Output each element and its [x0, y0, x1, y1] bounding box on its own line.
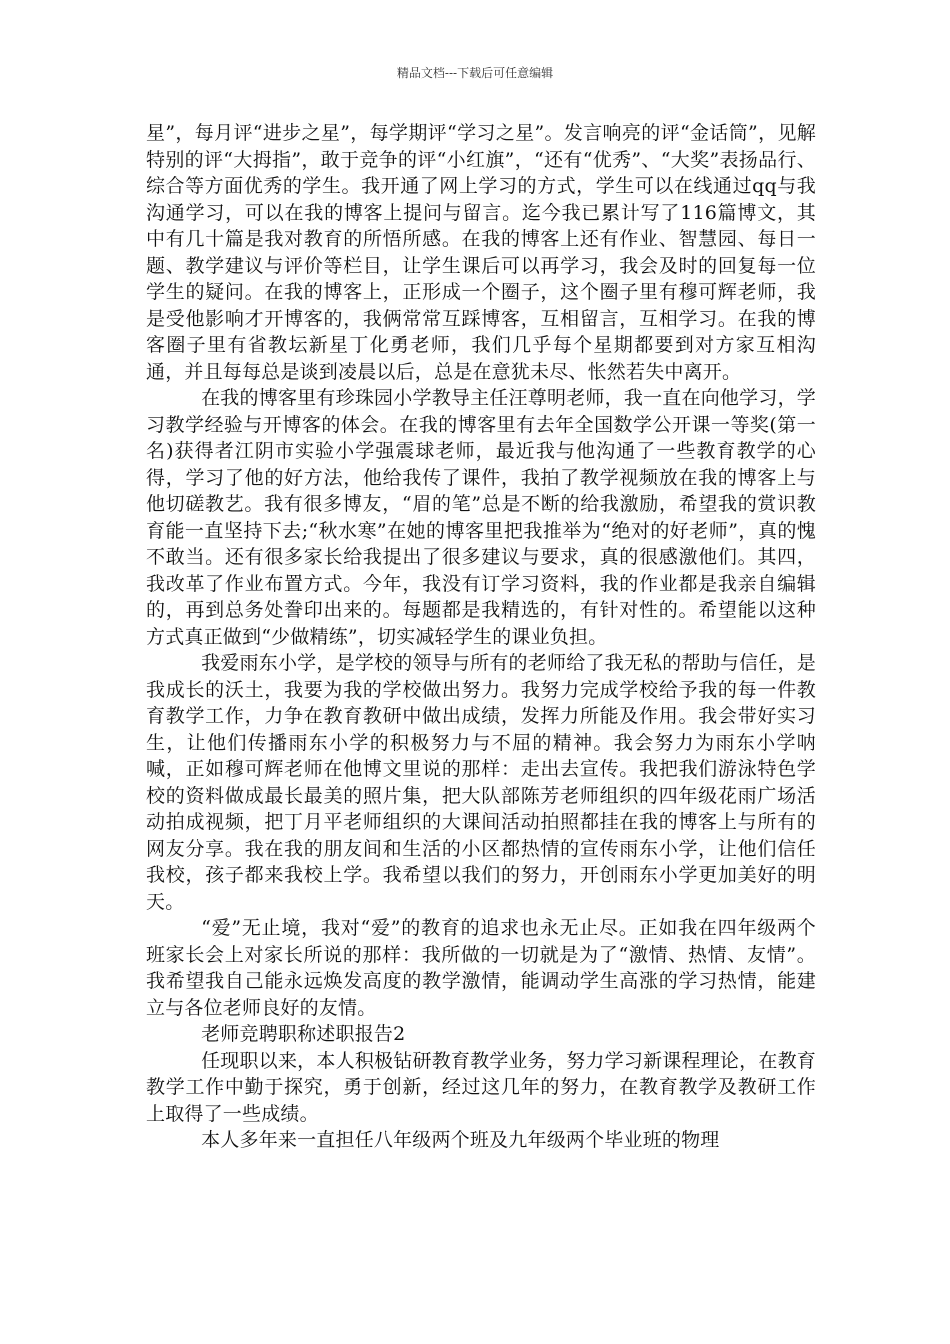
paragraph-love: “爱”无止境，我对“爱”的教育的追求也永无止尽。正如我在四年级两个班家长会上对家长所说的那样：我所做的一切就是为了“激情、热情、友情”。我希望我自己能永远焕发高度的教学激情，能调动学生高涨的学习热情，能建立与各位老师良好的友情。 [146, 917, 816, 1019]
paragraph-school: 我爱雨东小学，是学校的领导与所有的老师给了我无私的帮助与信任，是我成长的沃土，我要为我的学校做出努力。我努力完成学校给予我的每一件教育教学工作，力争在教育教研中做出成绩，发挥力所能及作用。我会带好实习生，让他们传播雨东小学的积极努力与不屈的精神。我会努力为雨东小学呐喊，正如穆可辉老师在他博文里说的那样：走出去宣传。我把我们游泳特色学校的资料做成最长最美的照片集，把大队部陈芳老师组织的四年级花雨广场活动拍成视频，把丁月平老师组织的大课间活动拍照都挂在我的博客上与所有的网友分享。我在我的朋友间和生活的小区都热情的宣传雨东小学，让他们信任我校，孩子都来我校上学。我希望以我们的努力，开创雨东小学更加美好的明天。 [146, 652, 816, 913]
document-body [146, 120, 816, 1154]
page-header: 精品文档---下载后可任意编辑 [396, 66, 554, 80]
paragraph-blog-friends: 在我的博客里有珍珠园小学教导主任汪尊明老师，我一直在向他学习，学习教学经验与开博客的体会。在我的博客里有去年全国数学公开课一等奖(第一名)获得者江阴市实验小学强震球老师，最近我与他沟通了一些教育教学的心得，学习了他的好方法，他给我传了课件，我拍了教学视频放在我的博客上与他切磋教艺。我有很多博友，“眉的笔”总是不断的给我激励，希望我的赏识教育能一直坚持下去;“秋水寒”在她的博客里把我推举为“绝对的好老师”，真的愧不敢当。还有很多家长给我提出了很多建议与要求，真的很感激他们。其四，我改革了作业布置方式。今年，我没有订学习资料，我的作业都是我亲自编辑的，再到总务处誊印出来的。每题都是我精选的，有针对性的。希望能以这种方式真正做到“少做精练”，切实减轻学生的课业负担。 [146, 387, 816, 648]
paragraph-intro: 任现职以来，本人积极钻研教育教学业务，努力学习新课程理论，在教育教学工作中勤于探究，勇于创新，经过这几年的努力，在教育教学及教研工作上取得了一些成绩。 [146, 1049, 816, 1125]
paragraph-continuation: 星”，每月评“进步之星”，每学期评“学习之星”。发言响亮的评“金话筒”，见解特别的评“大拇指”，敢于竞争的评“小红旗”，“还有“优秀”、“大奖”表扬品行、综合等方面优秀的学生。我开通了网上学习的方式，学生可以在线通过qq与我沟通学习，可以在我的博客上提问与留言。迄今我已累计写了116篇博文，其中有几十篇是我对教育的所悟所感。在我的博客上还有作业、智慧园、每日一题、教学建议与评价等栏目，让学生课后可以再学习，我会及时的回复每一位学生的疑问。在我的博客上，正形成一个圈子，这个圈子里有穆可辉老师，我是受他影响才开博客的，我俩常常互踩博客，互相留言，互相学习。在我的博客圈子里有省教坛新星丁化勇老师，我们几乎每个星期都要到对方家互相沟通，并且每每总是谈到凌晨以后，总是在意犹未尽、怅然若失中离开。 [146, 122, 816, 383]
section-heading: 老师竞聘职称述职报告2 [201, 1023, 406, 1045]
paragraph-teaching: 本人多年来一直担任八年级两个班及九年级两个毕业班的物理 [201, 1129, 720, 1151]
